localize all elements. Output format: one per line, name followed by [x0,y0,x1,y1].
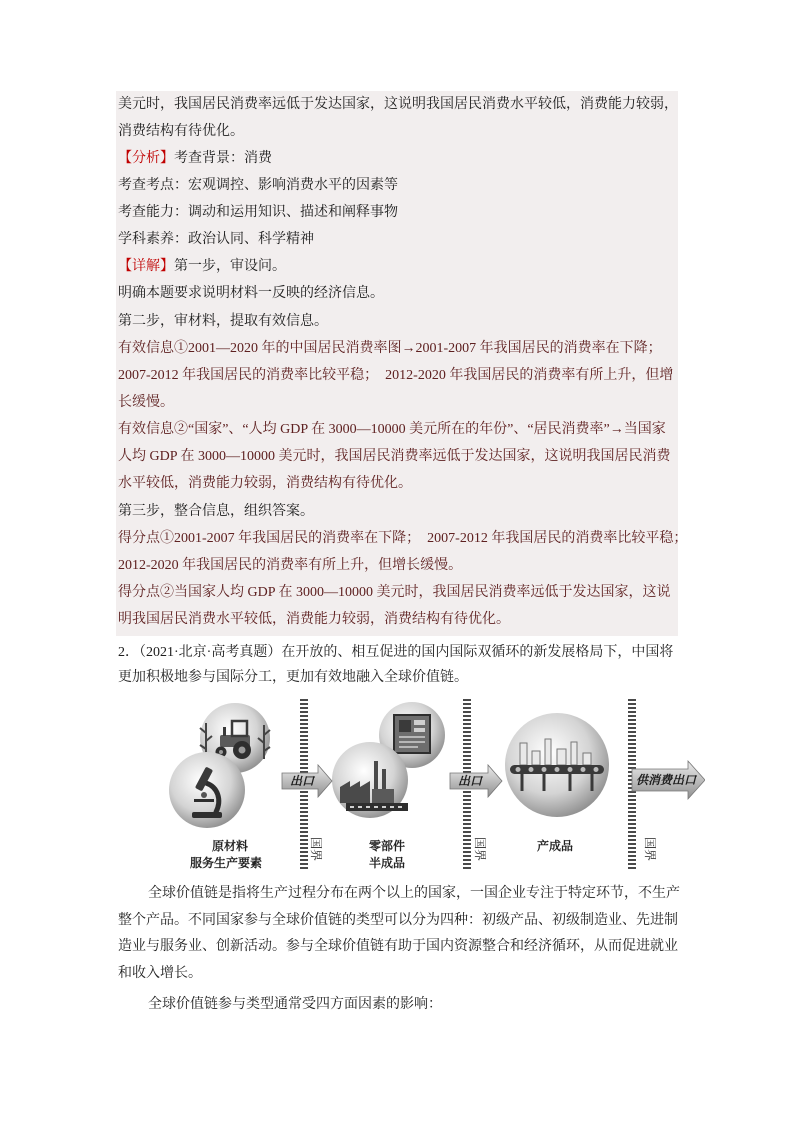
consumption-export-arrow [632,761,705,799]
detail-line-4: 2007-2012 年我国居民的消费率比较平稳； 2012-2020 年我国居民的消费率有所上升，但增 [118,367,674,383]
border-label-3: 国界 [643,837,657,862]
detail-line-3: 有效信息①2001—2020 年的中国居民消费率图→2001-2007 年我国居民的消费率在下降； [118,340,662,356]
export-arrow-1-label: 出口 [290,774,315,788]
explanation-section [118,91,688,634]
question-material-paragraph [118,880,680,986]
detail-tag: 【详解】 [118,259,174,275]
value-chain-diagram [160,695,705,875]
analysis-line-ability: 考查能力：调动和运用知识、描述和阐释事物 [118,205,398,221]
global-value-chain-figure [160,695,705,875]
analysis-line-literacy: 学科素养：政治认同、科学精神 [118,232,314,248]
assembly-line-icon [505,713,609,817]
detail-step-1-text: 第一步，审设问。 [174,259,286,275]
question-2-stem [118,640,680,690]
detail-line-2: 第二步，审材料，提取有效信息。 [118,313,328,329]
detail-line-12: 得分点②当国家人均 GDP 在 3000—10000 美元时，我国居民消费率远低于发达国家，这说 [118,585,671,601]
analysis-line-points: 考查考点：宏观调控、影响消费水平的因素等 [118,177,398,193]
consumption-export-arrow-label: 供消费出口 [636,773,697,787]
factory-icon [332,742,408,818]
raw-materials-label: 原材料 [211,839,249,853]
paragraph-line-2: 整个产品。不同国家参与全球价值链的类型可以分为四种：初级产品、初级制造业、先进制 [118,911,678,928]
question-source: （2021·北京·高考真题） [139,645,282,660]
analysis-background-text: 考查背景：消费 [174,150,272,166]
border-label-2: 国界 [473,837,487,862]
detail-line-9: 第三步，整合信息，组织答案。 [118,503,314,519]
question-number: 2． [118,645,139,660]
detail-line-7: 人均 GDP 在 3000—10000 美元时，我国居民消费率远低于发达国家，这说明我国居民消费 [118,449,671,465]
detail-heading-line [118,253,680,280]
question-stem-line-1 [118,640,680,665]
microscope-icon [169,752,245,828]
question-stem-line-2: 更加积极地参与国际分工，更加有效地融入全球价值链。 [118,669,468,685]
paragraph-line-1: 全球价值链是指将生产过程分布在两个以上的国家，一国企业专注于特定环节，不生产 [148,885,680,901]
detail-line-5: 长缓慢。 [118,395,174,411]
explanation-line-1: 美元时，我国居民消费率远低于发达国家，这说明我国居民消费水平较低，消费能力较弱， [118,96,678,112]
detail-line-8: 水平较低，消费能力较弱，消费结构有待优化。 [118,476,412,492]
analysis-tag: 【分析】 [118,150,174,166]
finished-goods-label: 产成品 [536,839,574,853]
parts-label: 零部件 [368,839,406,853]
export-arrow-2 [450,765,502,797]
detail-line-13: 明我国居民消费水平较低，消费能力较弱，消费结构有待优化。 [118,612,510,628]
export-arrow-2-label: 出口 [458,774,483,788]
paragraph-line-4: 和收入增长。 [118,964,202,981]
explanation-line-2: 消费结构有待优化。 [118,123,244,139]
question-stem-text-1: 在开放的、相互促进的国内国际双循环的新发展格局下，中国将 [281,644,674,660]
semi-finished-label: 半成品 [368,856,406,870]
detail-line-11: 2012-2020 年我国居民的消费率有所上升，但增长缓慢。 [118,557,463,573]
detail-line-1: 明确本题要求说明材料一反映的经济信息。 [118,286,384,302]
detail-line-6: 有效信息②“国家”、“人均 GDP 在 3000—10000 美元所在的年份”、“居民消费率”→当国家 [118,422,666,438]
paragraph-line-3: 造业与服务业、创新活动。参与全球价值链有助于国内资源整合和经济循环，从而促进就业 [118,938,678,954]
service-factors-label: 服务生产要素 [189,856,263,870]
detail-line-10: 得分点①2001-2007 年我国居民的消费率在下降； 2007-2012 年我国居民的消费率比较平稳； [118,530,688,546]
factors-intro-line: 全球价值链参与类型通常受四方面因素的影响： [148,996,442,1012]
border-label-1: 国界 [309,837,323,862]
analysis-heading-line [118,145,680,172]
